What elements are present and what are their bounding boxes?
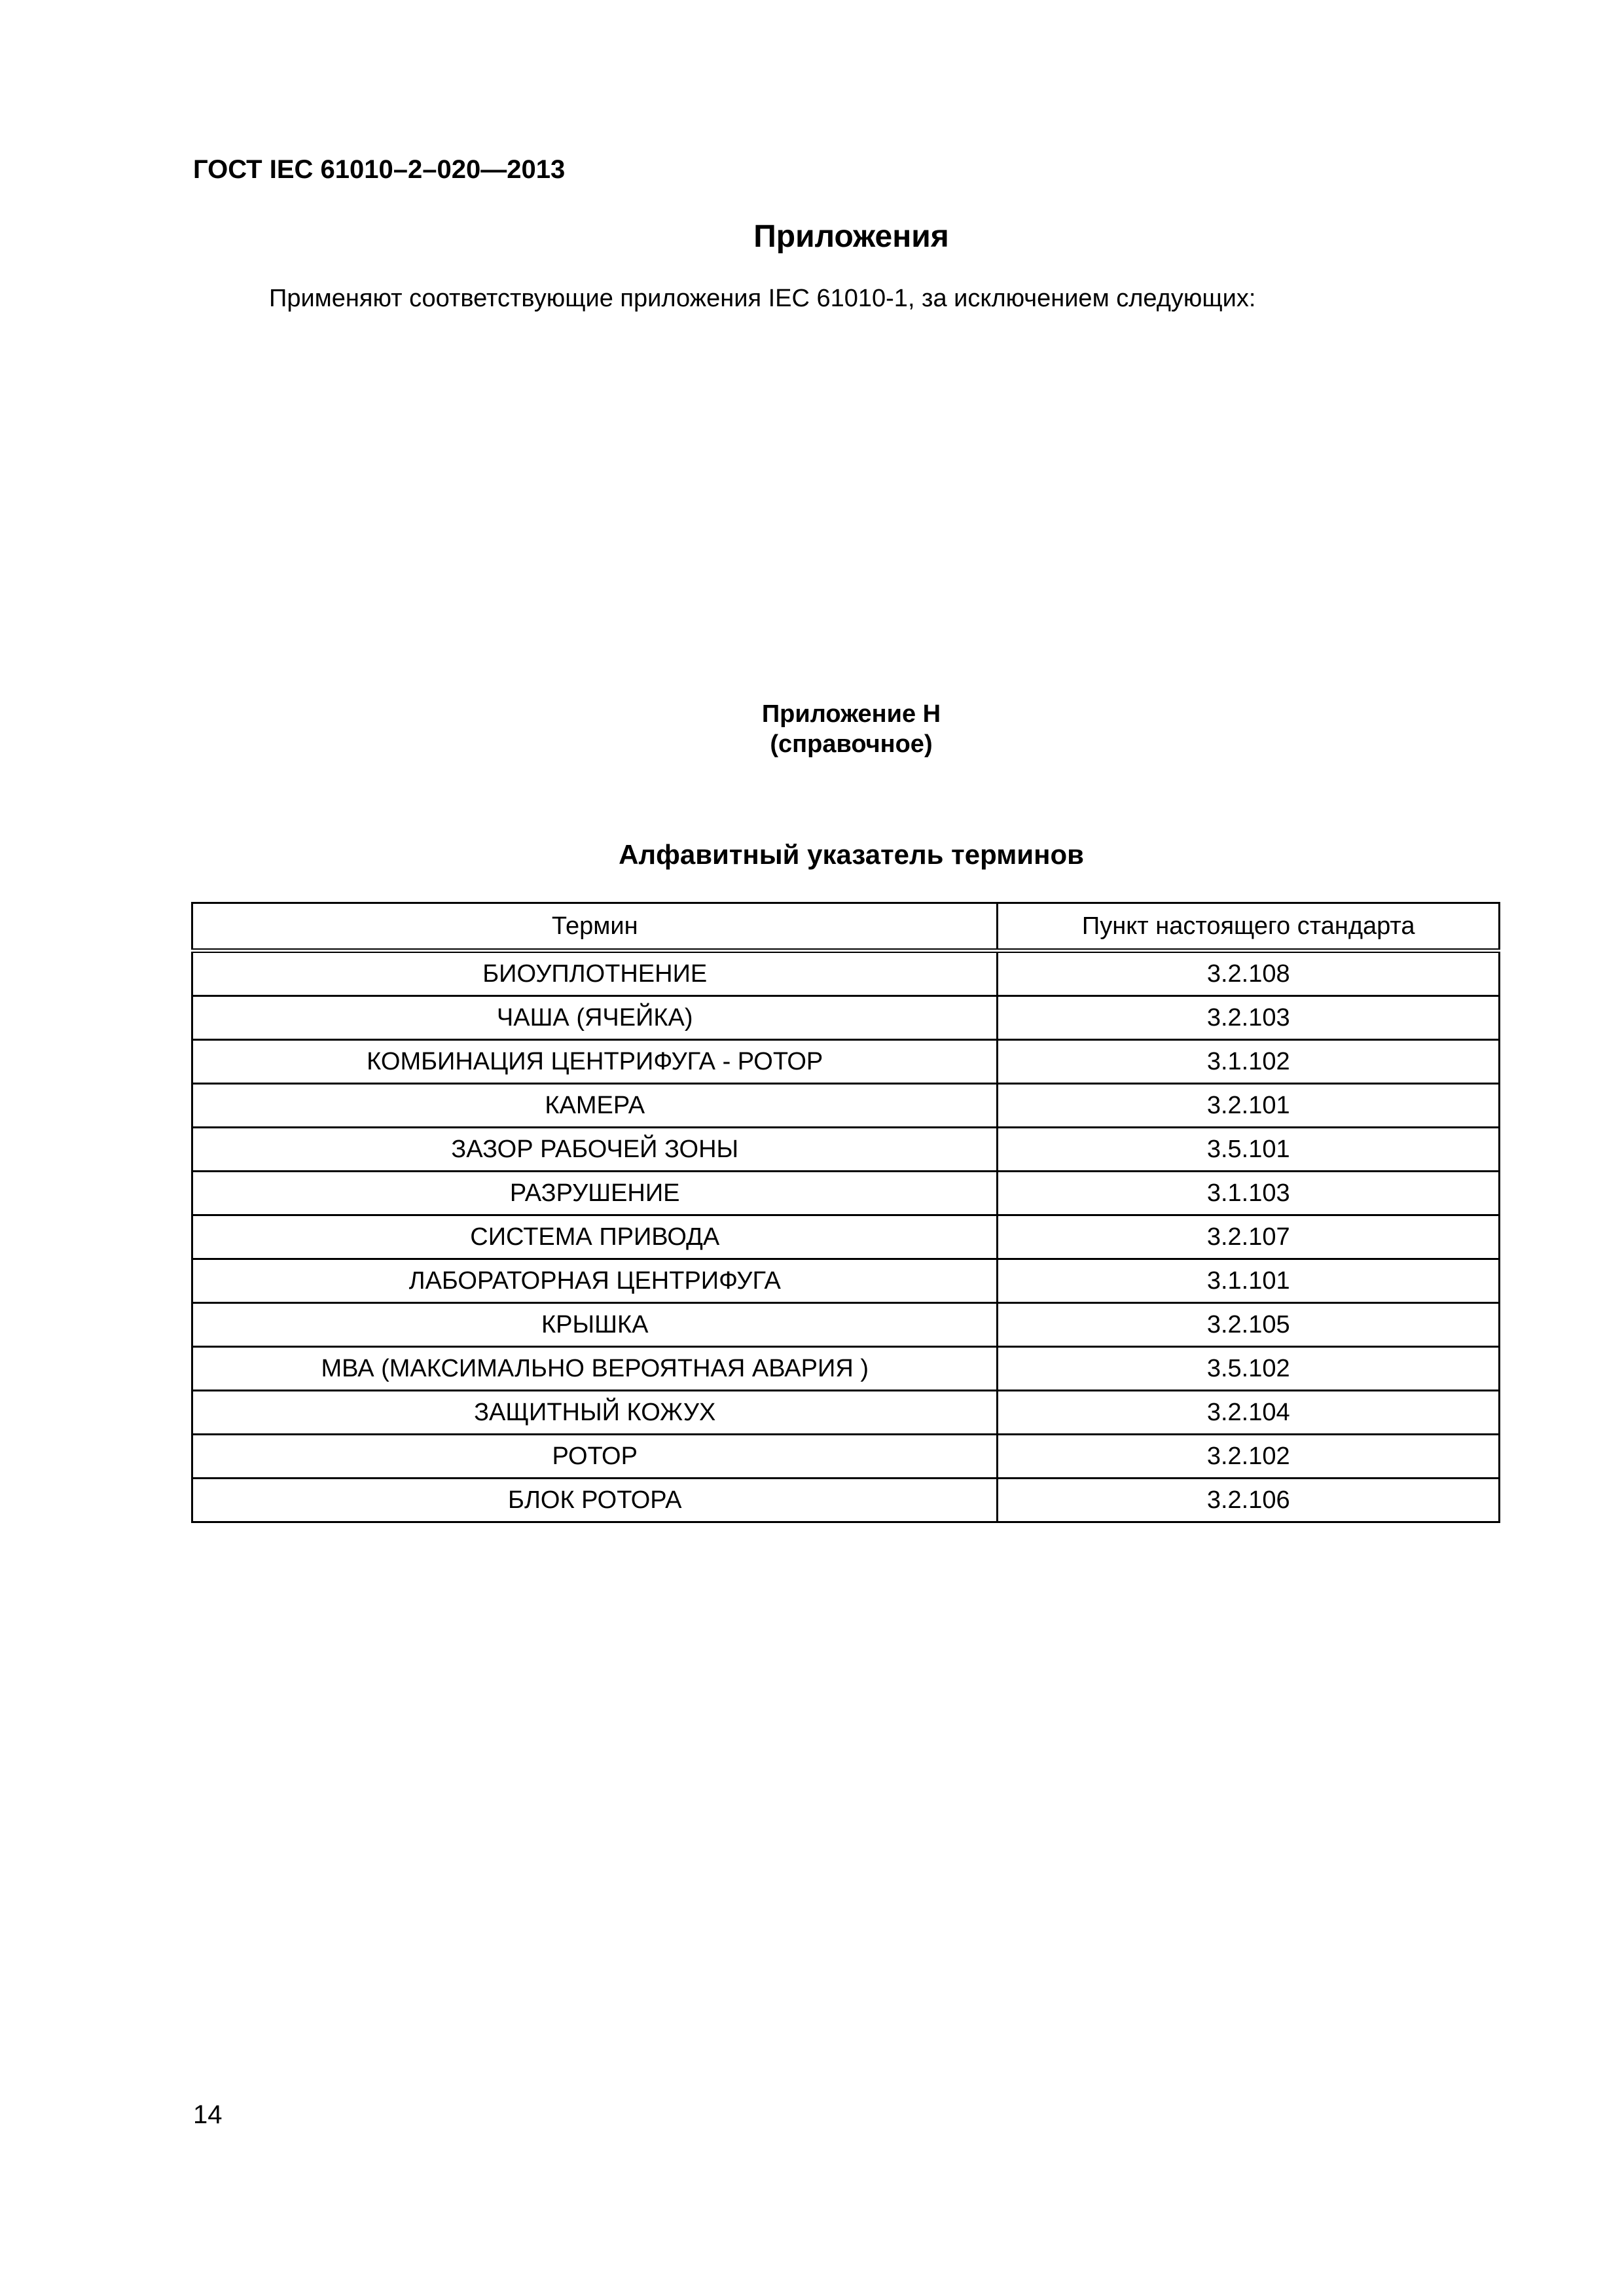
table-row bbox=[192, 1084, 1500, 1128]
clause-cell: 3.2.101 bbox=[998, 1084, 1500, 1128]
table-row bbox=[192, 1215, 1500, 1259]
term-cell: КРЫШКА bbox=[192, 1303, 998, 1347]
annex-heading bbox=[0, 699, 1624, 759]
table-row bbox=[192, 1347, 1500, 1391]
term-cell: ЛАБОРАТОРНАЯ ЦЕНТРИФУГА bbox=[192, 1259, 998, 1303]
clause-cell: 3.2.108 bbox=[998, 951, 1500, 996]
annex-title: Приложение Н bbox=[761, 700, 941, 728]
intro-paragraph: Применяют соответствующие приложения IEC 61010-1, за исключением следующих: bbox=[269, 285, 1256, 312]
table-row bbox=[192, 951, 1500, 996]
section-title: Приложения bbox=[753, 219, 949, 254]
table-row bbox=[192, 1479, 1500, 1522]
table-row bbox=[192, 996, 1500, 1040]
table-title: Алфавитный указатель терминов bbox=[619, 839, 1084, 870]
term-cell: СИСТЕМА ПРИВОДА bbox=[192, 1215, 998, 1259]
clause-cell: 3.5.102 bbox=[998, 1347, 1500, 1391]
page-number: 14 bbox=[193, 2100, 223, 2129]
term-cell: КАМЕРА bbox=[192, 1084, 998, 1128]
term-cell: БИОУПЛОТНЕНИЕ bbox=[192, 951, 998, 996]
table-row bbox=[192, 1391, 1500, 1435]
clause-cell: 3.2.104 bbox=[998, 1391, 1500, 1435]
clause-cell: 3.2.107 bbox=[998, 1215, 1500, 1259]
terms-index-table bbox=[191, 902, 1500, 1523]
table-row bbox=[192, 1172, 1500, 1215]
clause-cell: 3.2.102 bbox=[998, 1435, 1500, 1479]
table-row bbox=[192, 1259, 1500, 1303]
term-cell: МВА (МАКСИМАЛЬНО ВЕРОЯТНАЯ АВАРИЯ ) bbox=[192, 1347, 998, 1391]
term-cell: БЛОК РОТОРА bbox=[192, 1479, 998, 1522]
annex-status: (справочное) bbox=[770, 730, 933, 758]
clause-cell: 3.2.106 bbox=[998, 1479, 1500, 1522]
term-cell: ЧАША (ЯЧЕЙКА) bbox=[192, 996, 998, 1040]
term-cell: ЗАЗОР РАБОЧЕЙ ЗОНЫ bbox=[192, 1128, 998, 1172]
clause-cell: 3.2.103 bbox=[998, 996, 1500, 1040]
column-header-term: Термин bbox=[192, 903, 998, 951]
term-cell: КОМБИНАЦИЯ ЦЕНТРИФУГА - РОТОР bbox=[192, 1040, 998, 1084]
document-standard-id: ГОСТ IEC 61010–2–020—2013 bbox=[193, 155, 566, 184]
clause-cell: 3.1.101 bbox=[998, 1259, 1500, 1303]
clause-cell: 3.1.102 bbox=[998, 1040, 1500, 1084]
table-row bbox=[192, 1303, 1500, 1347]
clause-cell: 3.2.105 bbox=[998, 1303, 1500, 1347]
table-row bbox=[192, 1435, 1500, 1479]
term-cell: РАЗРУШЕНИЕ bbox=[192, 1172, 998, 1215]
column-header-clause: Пункт настоящего стандарта bbox=[998, 903, 1500, 951]
table-row bbox=[192, 1040, 1500, 1084]
term-cell: ЗАЩИТНЫЙ КОЖУХ bbox=[192, 1391, 998, 1435]
clause-cell: 3.1.103 bbox=[998, 1172, 1500, 1215]
table-header-row bbox=[192, 903, 1500, 951]
clause-cell: 3.5.101 bbox=[998, 1128, 1500, 1172]
term-cell: РОТОР bbox=[192, 1435, 998, 1479]
table-row bbox=[192, 1128, 1500, 1172]
